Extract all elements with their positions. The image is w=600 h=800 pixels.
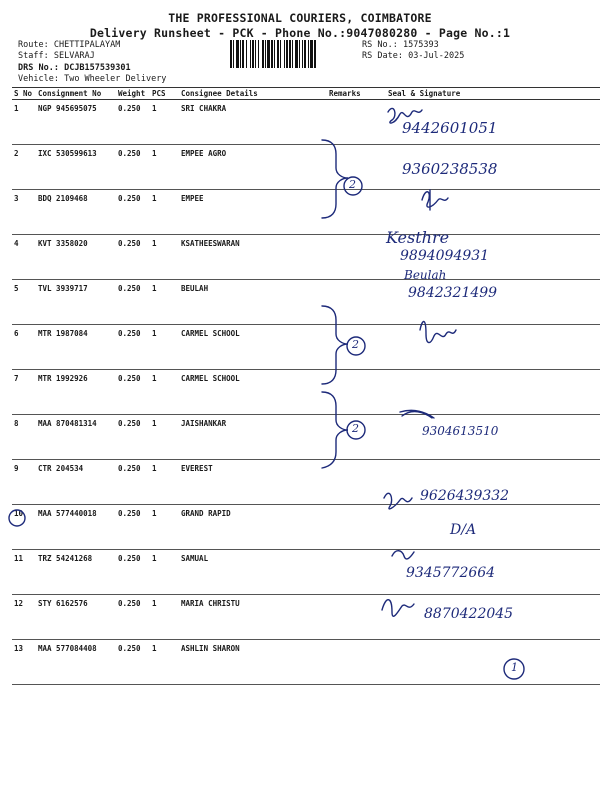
vehicle-label: Vehicle: (18, 74, 59, 84)
barcode-bar (258, 40, 259, 68)
cell-sno: 11 (12, 550, 36, 595)
cell-remarks (327, 370, 363, 415)
handwritten-phone-row5: 9842321499 (408, 285, 498, 301)
barcode-bar (240, 40, 241, 68)
cell-sno: 2 (12, 145, 36, 190)
barcode-bar (252, 40, 254, 68)
drs-line (18, 63, 131, 73)
company-title: THE PROFESSIONAL COURIERS, COIMBATORE (168, 11, 432, 25)
cell-sno: 13 (12, 640, 36, 685)
barcode-bar (295, 40, 298, 68)
barcode-bar (310, 40, 313, 68)
cell-consignee: ASHLIN SHARON (179, 640, 327, 685)
column-header: Consignee Details (179, 88, 327, 100)
runsheet-subtitle: Delivery Runsheet - PCK - Phone No.:9047080280 - Page No.:1 (89, 26, 511, 40)
group-mark-rows-6-7: 2 (352, 338, 359, 351)
handwritten-mark-row11: D/A (450, 522, 477, 538)
cell-consignee: CARMEL SCHOOL (179, 325, 327, 370)
cell-pcs: 1 (150, 190, 179, 235)
handwritten-phone-row12: 9345772664 (406, 565, 496, 581)
cell-pcs: 1 (150, 640, 179, 685)
barcode-bar (299, 40, 300, 68)
cell-sno: 5 (12, 280, 36, 325)
barcode-bar (236, 40, 239, 68)
cell-consignment: MAA 870481314 (36, 415, 116, 460)
cell-signature (363, 505, 600, 550)
cell-remarks (327, 235, 363, 280)
barcode-bar (262, 40, 264, 68)
cell-consignee: EVEREST (179, 460, 327, 505)
cell-consignee: BEULAH (179, 280, 327, 325)
cell-sno: 10 (12, 505, 36, 550)
barcode-bar (302, 40, 303, 68)
barcode-bar (277, 40, 279, 68)
cell-consignee: CARMEL SCHOOL (179, 370, 327, 415)
cell-weight: 0.250 (116, 325, 150, 370)
drs-value: DCJB157539301 (64, 63, 131, 73)
barcode-bar (289, 40, 291, 68)
cell-consignment: MTR 1992926 (36, 370, 116, 415)
cell-signature (363, 640, 600, 685)
cell-sno: 1 (12, 100, 36, 145)
cell-pcs: 1 (150, 325, 179, 370)
handwritten-phone-row2: 9360238538 (402, 160, 498, 178)
cell-sno: 7 (12, 370, 36, 415)
route-line (18, 40, 120, 50)
table-row (12, 415, 600, 460)
barcode-bar (292, 40, 293, 68)
cell-weight: 0.250 (116, 505, 150, 550)
handwritten-phone-row1: 9442601051 (402, 119, 498, 137)
cell-consignment: CTR 204534 (36, 460, 116, 505)
rs-number-label: RS No.: (362, 40, 398, 50)
barcode-bar (255, 40, 256, 68)
cell-consignment: STY 6162576 (36, 595, 116, 640)
handwritten-phone-row10: 9626439332 (420, 488, 510, 504)
handwritten-phone-row9: 9304613510 (422, 424, 499, 438)
cell-remarks (327, 640, 363, 685)
cell-pcs: 1 (150, 595, 179, 640)
table-row (12, 370, 600, 415)
staff-value: SELVARAJ (53, 51, 95, 61)
cell-weight: 0.250 (116, 370, 150, 415)
table-row (12, 550, 600, 595)
group-mark-rows-2-3: 2 (349, 178, 356, 191)
cell-remarks (327, 550, 363, 595)
barcode-bar (284, 40, 285, 68)
column-header: Seal & Signature (363, 88, 600, 100)
cell-weight: 0.250 (116, 550, 150, 595)
cell-pcs: 1 (150, 460, 179, 505)
route-label: Route: (18, 40, 49, 50)
column-header: S No (12, 88, 36, 100)
rs-number-value: 1575393 (402, 40, 439, 50)
cell-weight: 0.250 (116, 595, 150, 640)
cell-weight: 0.250 (116, 280, 150, 325)
barcode-bar (274, 40, 275, 68)
cell-sno: 3 (12, 190, 36, 235)
barcode-bar (233, 40, 234, 68)
cell-weight: 0.250 (116, 640, 150, 685)
column-header: Remarks (327, 88, 363, 100)
cell-remarks (327, 460, 363, 505)
barcode-bar (265, 40, 266, 68)
cell-sno: 4 (12, 235, 36, 280)
cell-consignee: GRAND RAPID (179, 505, 327, 550)
barcode-bar (230, 40, 232, 68)
cell-pcs: 1 (150, 370, 179, 415)
table-row (12, 460, 600, 505)
staff-line (18, 51, 95, 61)
route-value: CHETTIPALAYAM (53, 40, 121, 50)
cell-sno: 8 (12, 415, 36, 460)
handwritten-name-row5: Beulah (404, 268, 447, 282)
cell-consignee: SAMUAL (179, 550, 327, 595)
handwritten-phone-row13: 8870422045 (424, 606, 514, 622)
rs-number-line (362, 40, 439, 50)
cell-pcs: 1 (150, 100, 179, 145)
cell-consignment: TVL 3939717 (36, 280, 116, 325)
cell-consignee: EMPEE (179, 190, 327, 235)
cell-consignment: MAA 577084408 (36, 640, 116, 685)
cell-remarks (327, 190, 363, 235)
cell-sno: 12 (12, 595, 36, 640)
table-row (12, 280, 600, 325)
cell-pcs: 1 (150, 505, 179, 550)
barcode-bar (250, 40, 251, 68)
rs-date-label: RS Date: (362, 51, 403, 61)
cell-consignment: KVT 3358020 (36, 235, 116, 280)
table-row (12, 235, 600, 280)
cell-consignee: JAISHANKAR (179, 415, 327, 460)
column-header: Consignment No (36, 88, 116, 100)
cell-signature (363, 370, 600, 415)
cell-consignee: KSATHEESWARAN (179, 235, 327, 280)
barcode-bar (267, 40, 270, 68)
runsheet-table (12, 87, 600, 685)
barcode-bar (246, 40, 247, 68)
barcode (230, 40, 356, 68)
barcode-bar (314, 40, 316, 68)
cell-remarks (327, 100, 363, 145)
cell-consignment: NGP 945695075 (36, 100, 116, 145)
cell-pcs: 1 (150, 280, 179, 325)
rs-date-value: 03-Jul-2025 (408, 51, 465, 61)
table-row (12, 190, 600, 235)
cell-signature (363, 325, 600, 370)
table-row (12, 145, 600, 190)
cell-pcs: 1 (150, 415, 179, 460)
cell-pcs: 1 (150, 145, 179, 190)
table-row (12, 505, 600, 550)
handwritten-phone-row4: 9894094931 (400, 248, 490, 264)
table-row (12, 325, 600, 370)
cell-consignment: IXC 530599613 (36, 145, 116, 190)
barcode-bar (271, 40, 273, 68)
column-header: Weight (116, 88, 150, 100)
cell-consignee: EMPEE AGRO (179, 145, 327, 190)
barcode-bar (304, 40, 306, 68)
cell-consignment: MAA 577440018 (36, 505, 116, 550)
barcode-bar (242, 40, 244, 68)
staff-label: Staff: (18, 51, 49, 61)
cell-sno: 9 (12, 460, 36, 505)
cell-weight: 0.250 (116, 190, 150, 235)
barcode-bar (286, 40, 288, 68)
cell-remarks (327, 145, 363, 190)
handwritten-name-row4: Kesthre (386, 228, 450, 247)
cell-remarks (327, 280, 363, 325)
cell-consignment: TRZ 54241268 (36, 550, 116, 595)
cell-consignee: MARIA CHRISTU (179, 595, 327, 640)
vehicle-value: Two Wheeler Delivery (64, 74, 167, 84)
group-mark-rows-8-9: 2 (352, 422, 359, 435)
cell-weight: 0.250 (116, 100, 150, 145)
barcode-bar (308, 40, 309, 68)
cell-consignee: SRI CHAKRA (179, 100, 327, 145)
cell-weight: 0.250 (116, 145, 150, 190)
rs-date-line (362, 51, 464, 61)
cell-weight: 0.250 (116, 460, 150, 505)
column-header: PCS (150, 88, 179, 100)
table-header-row (12, 88, 600, 100)
cell-pcs: 1 (150, 550, 179, 595)
cell-remarks (327, 505, 363, 550)
cell-consignment: MTR 1987084 (36, 325, 116, 370)
cell-consignment: BDQ 2109468 (36, 190, 116, 235)
cell-sno: 6 (12, 325, 36, 370)
cell-pcs: 1 (150, 235, 179, 280)
barcode-bar (280, 40, 281, 68)
cell-weight: 0.250 (116, 235, 150, 280)
cell-weight: 0.250 (116, 415, 150, 460)
cell-remarks (327, 595, 363, 640)
corner-mark: 1 (511, 661, 518, 674)
vehicle-line (18, 74, 166, 84)
table-row (12, 100, 600, 145)
drs-label: DRS No.: (18, 63, 59, 73)
